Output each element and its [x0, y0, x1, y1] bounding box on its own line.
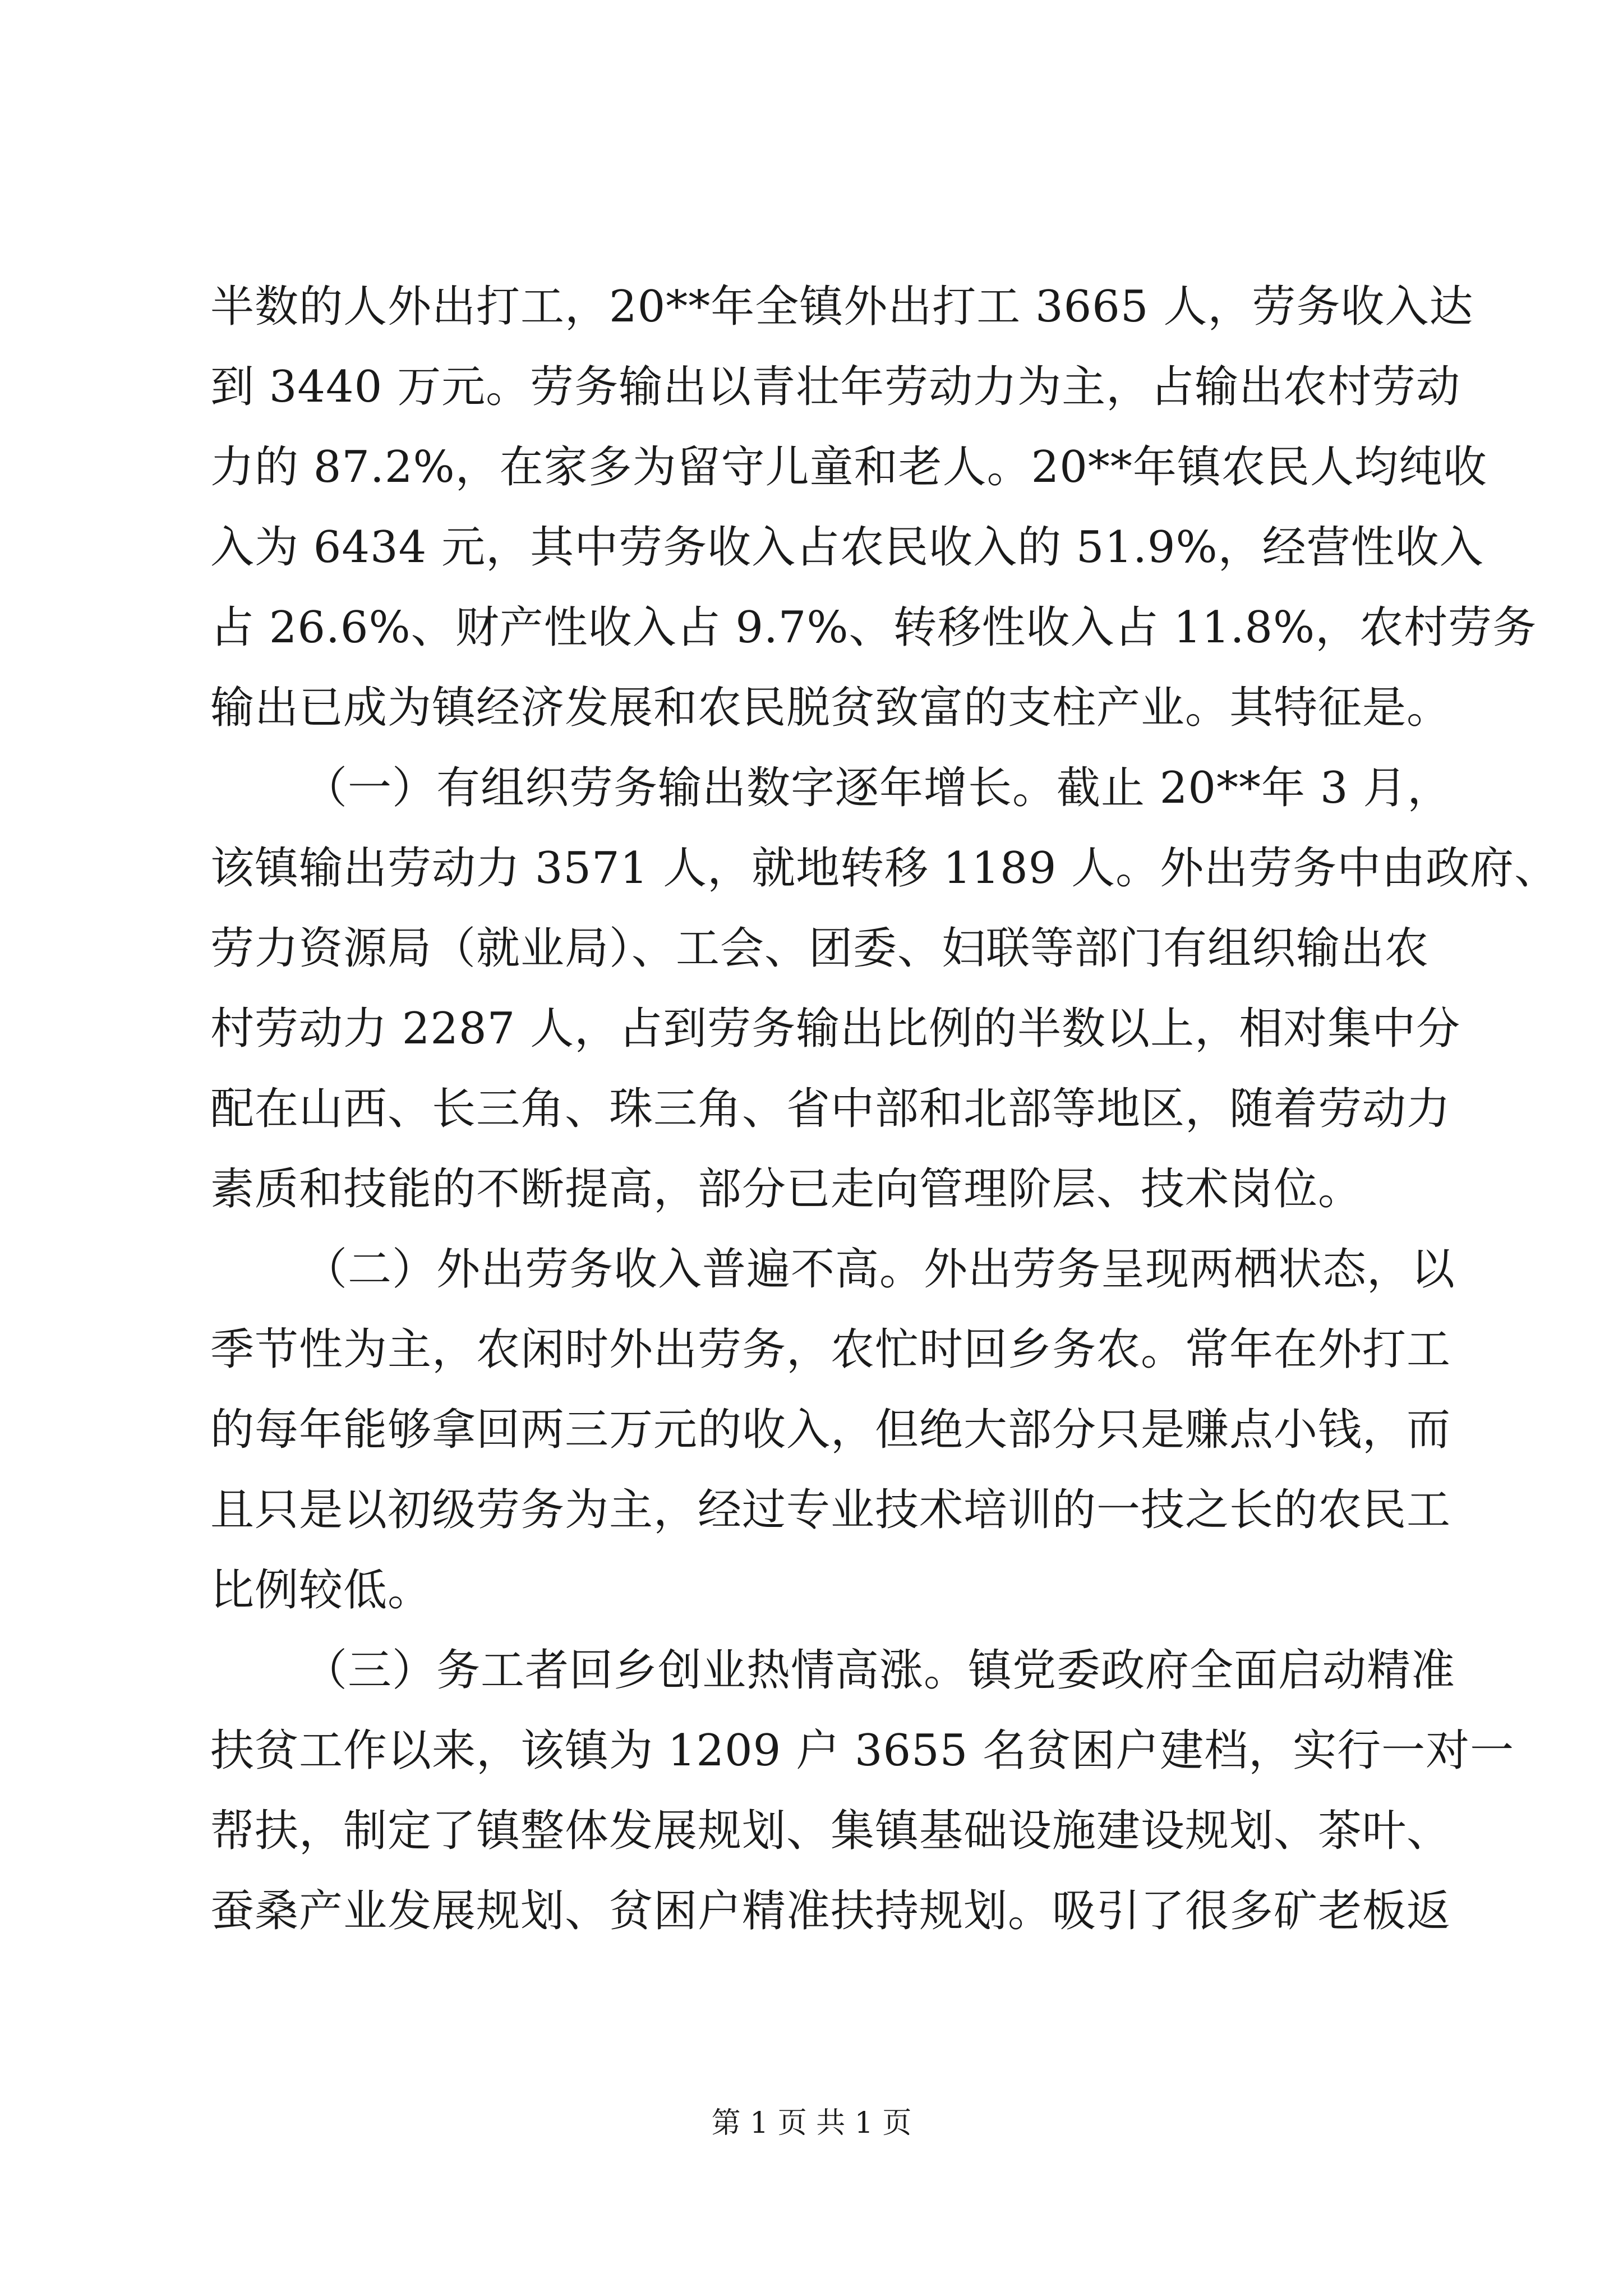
text-line: 配在山西、长三角、珠三角、省中部和北部等地区，随着劳动力	[210, 1084, 1451, 1134]
text-line: 季节性为主，农闲时外出劳务，农忙时回乡务农。常年在外打工	[210, 1324, 1451, 1375]
document-body	[210, 267, 1559, 1952]
section-heading-line: （一）有组织劳务输出数字逐年增长。截止 20**年 3 月，	[303, 763, 1452, 813]
text-line: 该镇输出劳动力 3571 人，就地转移 1189 人。外出劳务中由政府、	[210, 843, 1559, 894]
section-heading-line: （二）外出劳务收入普遍不高。外出劳务呈现两栖状态，以	[303, 1244, 1456, 1295]
page-footer	[0, 2101, 1623, 2146]
text-line: 比例较低。	[210, 1565, 432, 1616]
text-line: 蚕桑产业发展规划、贫困户精准扶持规划。吸引了很多矿老板返	[210, 1886, 1451, 1936]
text-line: 素质和技能的不断提高，部分已走向管理阶层、技术岗位。	[210, 1164, 1363, 1214]
text-line: 扶贫工作以来，该镇为 1209 户 3655 名贫困户建档，实行一对一	[210, 1726, 1515, 1776]
text-line: 输出已成为镇经济发展和农民脱贫致富的支柱产业。其特征是。	[210, 683, 1451, 733]
text-line: 且只是以初级劳务为主，经过专业技术培训的一技之长的农民工	[210, 1485, 1451, 1535]
section-heading-line: （三）务工者回乡创业热情高涨。镇党委政府全面启动精准	[303, 1645, 1456, 1696]
text-line: 半数的人外出打工，20**年全镇外出打工 3665 人，劳务收入达	[210, 282, 1474, 332]
text-line: 的每年能够拿回两三万元的收入，但绝大部分只是赚点小钱，而	[210, 1405, 1451, 1455]
text-line: 村劳动力 2287 人，占到劳务输出比例的半数以上，相对集中分	[210, 1004, 1461, 1054]
text-line: 劳力资源局（就业局）、工会、团委、妇联等部门有组织输出农	[210, 923, 1430, 974]
text-line: 入为 6434 元，其中劳务收入占农民收入的 51.9%，经营性收入	[210, 522, 1484, 573]
text-line: 帮扶，制定了镇整体发展规划、集镇基础设施建设规划、茶叶、	[210, 1806, 1451, 1856]
text-line: 到 3440 万元。劳务输出以青壮年劳动力为主，占输出农村劳动	[210, 362, 1461, 412]
text-line: 占 26.6%、财产性收入占 9.7%、转移性收入占 11.8%，农村劳务	[210, 602, 1537, 653]
page-number-label: 第 1 页 共 1 页	[711, 2106, 912, 2140]
text-line: 力的 87.2%，在家多为留守儿童和老人。20**年镇农民人均纯收	[210, 442, 1487, 493]
